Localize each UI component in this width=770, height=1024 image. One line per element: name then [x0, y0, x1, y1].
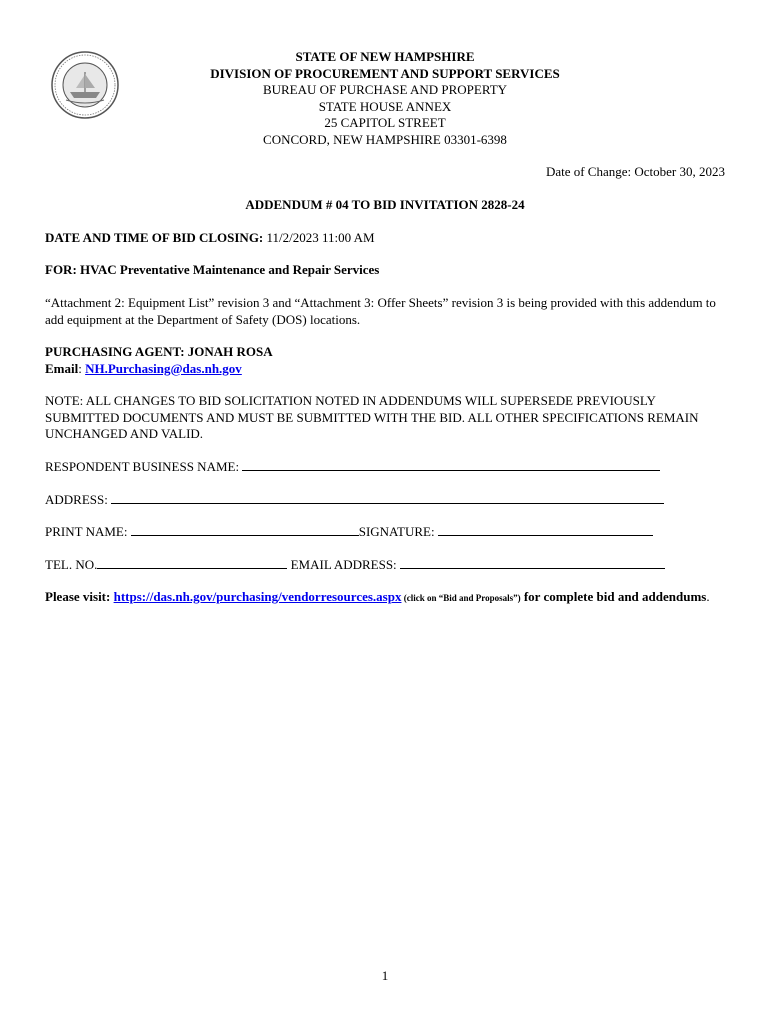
page-number: 1 — [381, 968, 389, 983]
print-name-row — [45, 523, 730, 541]
email-sep: : — [78, 360, 86, 376]
vendor-resources-link[interactable]: https://das.nh.gov/purchasing/vendorresources.aspx — [113, 589, 402, 604]
closing-label: DATE AND TIME OF BID CLOSING: — [45, 230, 264, 245]
visit-prefix: Please visit: — [45, 589, 114, 604]
business-name-row — [45, 458, 730, 476]
note-paragraph: NOTE: ALL CHANGES TO BID SOLICITATION NOTED IN ADDENDUMS WILL SUPERSEDE PREVIOUSLY SUBMITTED DOCUMENTS AND MUST BE SUBMITTED WITH THE BID. ALL OTHER SPECIFICATIONS REMAIN UNCHANGED AND VALID. — [45, 393, 699, 441]
state-name: STATE OF NEW HAMPSHIRE — [295, 49, 475, 64]
visit-end: . — [706, 589, 710, 604]
agent-name: : JONAH ROSA — [180, 344, 273, 359]
letterhead — [185, 49, 585, 148]
closing-value: 11/2/2023 11:00 AM — [263, 230, 375, 245]
purchasing-agent — [45, 344, 730, 377]
city-address: CONCORD, NEW HAMPSHIRE 03301-6398 — [263, 131, 507, 147]
for-value: : HVAC Preventative Maintenance and Repair Services — [72, 262, 380, 277]
agent-email-link[interactable]: NH.Purchasing@das.nh.gov — [85, 360, 242, 376]
tel-field[interactable] — [97, 556, 287, 569]
bid-for — [45, 262, 730, 279]
for-label: FOR — [45, 262, 73, 277]
address-field[interactable] — [111, 491, 664, 504]
business-name-label: RESPONDENT BUSINESS NAME: — [45, 459, 243, 474]
tel-label: TEL. NO. — [45, 557, 98, 572]
email-address-field[interactable] — [400, 556, 665, 569]
division-name: DIVISION OF PROCUREMENT AND SUPPORT SERVICES — [210, 65, 560, 81]
signature-field[interactable] — [438, 523, 653, 536]
date-of-change: Date of Change: October 30, 2023 — [545, 164, 725, 179]
street-address: 25 CAPITOL STREET — [324, 115, 446, 130]
bid-closing — [45, 230, 730, 247]
print-name-field[interactable] — [131, 523, 359, 536]
business-name-field[interactable] — [242, 458, 660, 471]
state-seal-icon — [50, 50, 120, 120]
contact-row — [45, 556, 730, 574]
email-address-label: EMAIL ADDRESS: — [287, 557, 400, 572]
signature-label: SIGNATURE: — [358, 524, 438, 539]
visit-click-note: (click on “Bid and Proposals”) — [401, 593, 521, 603]
addendum-title: ADDENDUM # 04 TO BID INVITATION 2828-24 — [245, 197, 525, 212]
visit-paragraph — [45, 589, 730, 607]
address-row — [45, 491, 730, 509]
address-label: ADDRESS: — [45, 492, 112, 507]
building-name: STATE HOUSE ANNEX — [318, 98, 452, 114]
body-paragraph: “Attachment 2: Equipment List” revision 3 and “Attachment 3: Offer Sheets” revision 3 is being provided with this addendum to add equipment at the Department of Safety (DOS) locations. — [45, 295, 716, 327]
visit-suffix: for complete bid and addendums — [520, 589, 707, 604]
bureau-name: BUREAU OF PURCHASE AND PROPERTY — [262, 82, 508, 97]
email-label: Email — [45, 360, 79, 376]
agent-label: PURCHASING AGENT — [45, 344, 181, 359]
print-name-label: PRINT NAME: — [45, 524, 131, 539]
